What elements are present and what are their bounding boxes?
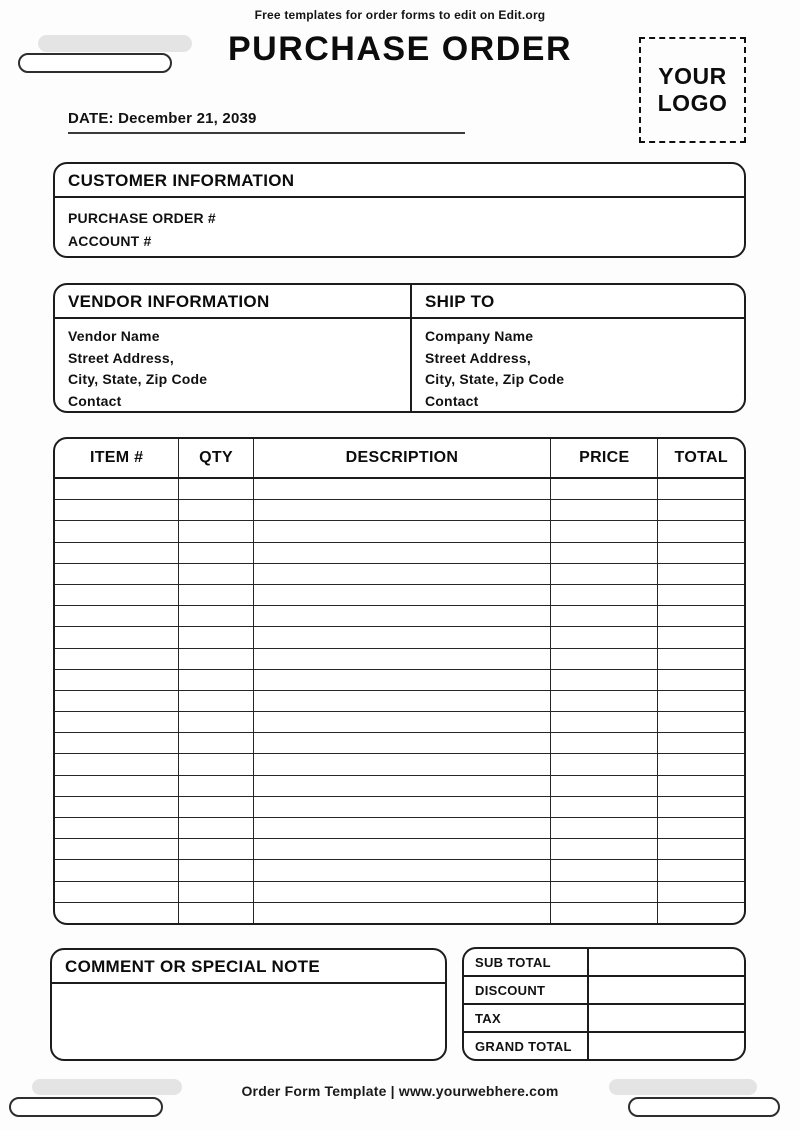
item-cell[interactable]	[179, 839, 254, 859]
item-cell[interactable]	[179, 818, 254, 838]
discount-value-cell[interactable]	[589, 977, 744, 1003]
item-cell[interactable]	[55, 839, 179, 859]
items-table-row	[55, 543, 744, 564]
item-cell[interactable]	[179, 627, 254, 647]
item-cell[interactable]	[658, 839, 744, 859]
items-table-row	[55, 712, 744, 733]
items-table-row	[55, 754, 744, 775]
top-note: Free templates for order forms to edit on Edit.org	[254, 8, 546, 22]
footer-credit: Order Form Template | www.yourwebhere.com	[241, 1083, 559, 1099]
totals-box	[462, 947, 746, 1061]
vendor-name-line[interactable]: Vendor Name	[68, 328, 160, 344]
item-cell[interactable]	[179, 649, 254, 669]
vendor-contact-line[interactable]: Contact	[68, 392, 122, 409]
item-cell[interactable]	[179, 797, 254, 817]
vendor-street-line[interactable]: Street Address,	[68, 349, 174, 366]
item-cell[interactable]	[179, 670, 254, 690]
tax-label: TAX	[464, 1005, 589, 1031]
item-cell[interactable]	[658, 691, 744, 711]
items-table-row	[55, 564, 744, 585]
item-cell[interactable]	[551, 564, 658, 584]
item-cell[interactable]	[658, 500, 744, 520]
page-title: PURCHASE ORDER	[227, 30, 573, 68]
item-cell[interactable]	[658, 564, 744, 584]
item-cell[interactable]	[179, 479, 254, 499]
items-table-row	[55, 860, 744, 881]
comment-box	[50, 948, 447, 1061]
item-cell[interactable]	[254, 479, 551, 499]
item-cell[interactable]	[658, 627, 744, 647]
item-cell[interactable]	[179, 776, 254, 796]
item-cell[interactable]	[179, 712, 254, 732]
logo-text-line1: YOUR	[658, 63, 727, 89]
customer-information-fields[interactable]	[55, 198, 744, 253]
item-cell[interactable]	[179, 606, 254, 626]
items-table-row	[55, 797, 744, 818]
item-cell[interactable]	[658, 521, 744, 541]
item-cell[interactable]	[551, 903, 658, 923]
item-cell[interactable]	[179, 754, 254, 774]
vendor-shipto-box	[53, 283, 746, 413]
decor-pill-outline-bottom-right	[628, 1097, 780, 1117]
items-table-row	[55, 839, 744, 860]
item-cell[interactable]	[551, 754, 658, 774]
item-cell[interactable]	[254, 712, 551, 732]
vendor-address-block[interactable]	[55, 319, 410, 412]
items-table-row	[55, 521, 744, 542]
items-table-row	[55, 670, 744, 691]
item-cell[interactable]	[551, 585, 658, 605]
item-cell[interactable]	[55, 691, 179, 711]
items-table-header	[55, 439, 744, 479]
item-cell[interactable]	[551, 670, 658, 690]
item-cell[interactable]	[551, 479, 658, 499]
item-cell[interactable]	[254, 776, 551, 796]
item-cell[interactable]	[55, 733, 179, 753]
item-cell[interactable]	[55, 903, 179, 923]
vendor-city-line[interactable]: City, State, Zip Code	[68, 371, 208, 387]
item-cell[interactable]	[551, 776, 658, 796]
item-cell[interactable]	[179, 500, 254, 520]
purchase-order-number-field[interactable]: PURCHASE ORDER #	[68, 210, 216, 226]
item-cell[interactable]	[551, 839, 658, 859]
decor-pill-outline-bottom-left	[9, 1097, 163, 1117]
item-cell[interactable]	[254, 585, 551, 605]
item-cell[interactable]	[658, 733, 744, 753]
item-cell[interactable]	[658, 860, 744, 880]
item-cell[interactable]	[179, 882, 254, 902]
item-cell[interactable]	[254, 543, 551, 563]
tax-row	[464, 1005, 744, 1033]
item-cell[interactable]	[658, 903, 744, 923]
item-cell[interactable]	[179, 564, 254, 584]
ship-company-line[interactable]: Company Name	[425, 328, 534, 344]
item-cell[interactable]	[254, 839, 551, 859]
item-cell[interactable]	[254, 903, 551, 923]
grand-total-value-cell[interactable]	[589, 1033, 744, 1059]
item-cell[interactable]	[55, 776, 179, 796]
logo-text-line2: LOGO	[657, 90, 728, 116]
item-cell[interactable]	[179, 585, 254, 605]
item-cell[interactable]	[551, 712, 658, 732]
item-cell[interactable]	[55, 754, 179, 774]
item-cell[interactable]	[551, 882, 658, 902]
items-table-row	[55, 882, 744, 903]
subtotal-row	[464, 949, 744, 977]
date-field[interactable]: DATE: December 21, 2039	[68, 110, 465, 134]
item-cell[interactable]	[551, 733, 658, 753]
item-cell[interactable]	[179, 860, 254, 880]
grand-total-label: GRAND TOTAL	[464, 1033, 589, 1059]
item-cell[interactable]	[551, 543, 658, 563]
item-cell[interactable]	[658, 776, 744, 796]
ship-to-address-block[interactable]	[412, 319, 744, 412]
item-cell[interactable]	[658, 712, 744, 732]
item-cell[interactable]	[55, 627, 179, 647]
items-table	[53, 437, 746, 925]
item-cell[interactable]	[179, 543, 254, 563]
item-cell[interactable]	[55, 670, 179, 690]
customer-information-heading: CUSTOMER INFORMATION	[55, 164, 744, 198]
item-cell[interactable]	[55, 585, 179, 605]
item-cell[interactable]	[551, 797, 658, 817]
item-cell[interactable]	[551, 627, 658, 647]
item-cell[interactable]	[658, 818, 744, 838]
item-cell[interactable]	[179, 691, 254, 711]
item-cell[interactable]	[55, 860, 179, 880]
items-table-row	[55, 818, 744, 839]
items-table-row	[55, 500, 744, 521]
items-table-row	[55, 691, 744, 712]
item-cell[interactable]	[55, 882, 179, 902]
logo-placeholder[interactable]	[639, 37, 746, 143]
item-cell[interactable]	[55, 712, 179, 732]
items-table-row	[55, 479, 744, 500]
item-cell[interactable]	[254, 733, 551, 753]
item-cell[interactable]	[179, 521, 254, 541]
item-cell[interactable]	[55, 818, 179, 838]
items-table-row	[55, 733, 744, 754]
item-cell[interactable]	[551, 521, 658, 541]
discount-label: DISCOUNT	[464, 977, 589, 1003]
vendor-information-column	[55, 285, 412, 411]
item-cell[interactable]	[55, 564, 179, 584]
column-header-item-number: ITEM #	[55, 439, 179, 477]
item-cell[interactable]	[551, 691, 658, 711]
ship-to-column	[412, 285, 744, 411]
subtotal-label: SUB TOTAL	[464, 949, 589, 975]
column-header-description: DESCRIPTION	[254, 439, 551, 477]
item-cell[interactable]	[658, 670, 744, 690]
decor-pill-gray-bottom-left	[32, 1079, 182, 1095]
item-cell[interactable]	[551, 649, 658, 669]
ship-street-line[interactable]: Street Address,	[425, 349, 531, 366]
item-cell[interactable]	[658, 479, 744, 499]
discount-row	[464, 977, 744, 1005]
item-cell[interactable]	[55, 521, 179, 541]
item-cell[interactable]	[179, 733, 254, 753]
item-cell[interactable]	[179, 903, 254, 923]
item-cell[interactable]	[658, 649, 744, 669]
items-table-row	[55, 627, 744, 648]
items-table-row	[55, 585, 744, 606]
items-table-row	[55, 776, 744, 797]
items-table-row	[55, 649, 744, 670]
item-cell[interactable]	[55, 500, 179, 520]
item-cell[interactable]	[551, 500, 658, 520]
item-cell[interactable]	[55, 797, 179, 817]
ship-to-heading: SHIP TO	[412, 285, 744, 319]
item-cell[interactable]	[254, 818, 551, 838]
item-cell[interactable]	[658, 585, 744, 605]
item-cell[interactable]	[658, 606, 744, 626]
item-cell[interactable]	[254, 627, 551, 647]
column-header-qty: QTY	[179, 439, 254, 477]
vendor-information-heading: VENDOR INFORMATION	[55, 285, 410, 319]
item-cell[interactable]	[55, 649, 179, 669]
item-cell[interactable]	[658, 797, 744, 817]
decor-pill-gray-bottom-right	[609, 1079, 757, 1095]
comment-heading: COMMENT OR SPECIAL NOTE	[52, 950, 445, 984]
items-table-row	[55, 903, 744, 923]
item-cell[interactable]	[254, 500, 551, 520]
items-table-body	[55, 479, 744, 923]
grand-total-row	[464, 1033, 744, 1059]
item-cell[interactable]	[254, 797, 551, 817]
item-cell[interactable]	[551, 606, 658, 626]
item-cell[interactable]	[658, 754, 744, 774]
item-cell[interactable]	[658, 882, 744, 902]
item-cell[interactable]	[254, 670, 551, 690]
tax-value-cell[interactable]	[589, 1005, 744, 1031]
item-cell[interactable]	[254, 691, 551, 711]
ship-city-line[interactable]: City, State, Zip Code	[425, 371, 565, 387]
item-cell[interactable]	[254, 882, 551, 902]
item-cell[interactable]	[551, 818, 658, 838]
item-cell[interactable]	[55, 606, 179, 626]
item-cell[interactable]	[254, 754, 551, 774]
column-header-price: PRICE	[551, 439, 658, 477]
subtotal-value-cell[interactable]	[589, 949, 744, 975]
item-cell[interactable]	[254, 521, 551, 541]
column-header-total: TOTAL	[674, 449, 728, 466]
item-cell[interactable]	[254, 606, 551, 626]
item-cell[interactable]	[254, 564, 551, 584]
item-cell[interactable]	[551, 860, 658, 880]
item-cell[interactable]	[55, 479, 179, 499]
item-cell[interactable]	[254, 649, 551, 669]
ship-contact-line[interactable]: Contact	[425, 392, 479, 409]
item-cell[interactable]	[658, 543, 744, 563]
item-cell[interactable]	[55, 543, 179, 563]
items-table-row	[55, 606, 744, 627]
comment-input-area[interactable]	[52, 984, 445, 1061]
customer-information-box	[53, 162, 746, 258]
item-cell[interactable]	[254, 860, 551, 880]
account-number-field[interactable]: ACCOUNT #	[68, 233, 152, 249]
